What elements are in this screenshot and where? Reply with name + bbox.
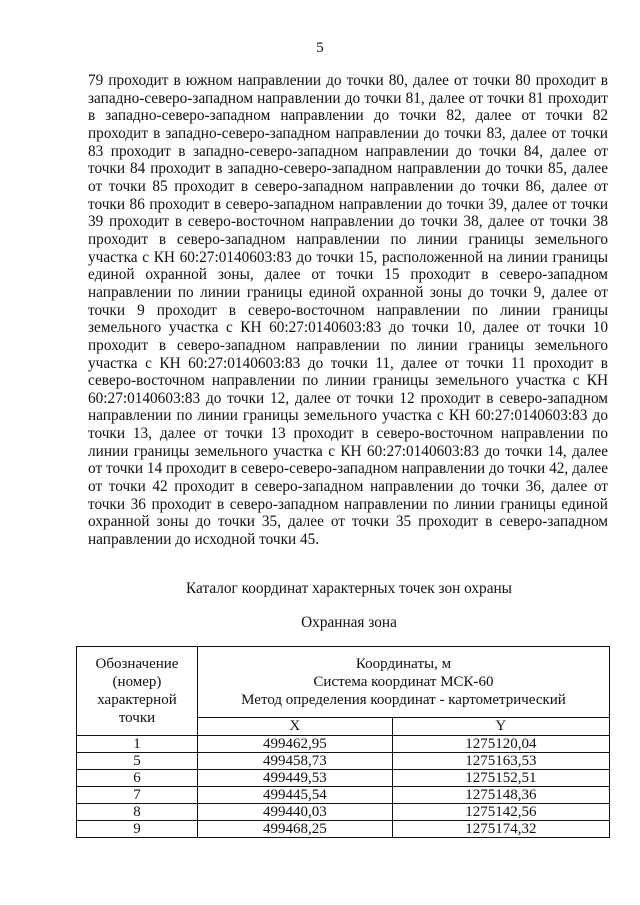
- coordinates-header: [198, 647, 610, 718]
- x-coordinate-cell: 499440,03: [198, 804, 393, 821]
- coordinates-header-line: Система координат МСК-60: [313, 674, 494, 690]
- y-coordinate-cell: 1275120,04: [392, 736, 609, 753]
- point-header-line: точки: [118, 710, 156, 726]
- point-header-line: характерной: [97, 692, 177, 708]
- point-number-cell: 8: [77, 804, 198, 821]
- y-coordinate-cell: 1275152,51: [392, 770, 609, 787]
- y-coordinate-cell: 1275148,36: [392, 787, 609, 804]
- catalog-title: Каталог координат характерных точек зон охраны: [186, 580, 512, 597]
- table-row: [77, 787, 610, 804]
- table-row: [77, 804, 610, 821]
- x-coordinate-cell: 499468,25: [198, 821, 393, 838]
- coordinates-header-line: Метод определения координат - картометрический: [241, 692, 566, 708]
- coordinates-table: [76, 646, 610, 838]
- point-header-line: Обозначение: [95, 656, 179, 672]
- y-coordinate-cell: 1275174,32: [392, 821, 609, 838]
- point-designation-header: [77, 647, 198, 736]
- y-coordinate-cell: 1275163,53: [392, 753, 609, 770]
- y-coordinate-cell: 1275142,56: [392, 804, 609, 821]
- x-coordinate-cell: 499449,53: [198, 770, 393, 787]
- x-coordinate-cell: 499458,73: [198, 753, 393, 770]
- y-column-header: Y: [392, 718, 609, 736]
- x-coordinate-cell: 499445,54: [198, 787, 393, 804]
- table-row: [77, 736, 610, 753]
- point-number-cell: 7: [77, 787, 198, 804]
- x-coordinate-cell: 499462,95: [198, 736, 393, 753]
- x-column-header: X: [198, 718, 393, 736]
- coordinates-header-line: Координаты, м: [355, 656, 452, 672]
- point-number-cell: 6: [77, 770, 198, 787]
- point-number-cell: 1: [77, 736, 198, 753]
- table-header-row: [77, 647, 610, 718]
- point-number-cell: 5: [77, 753, 198, 770]
- table-row: [77, 753, 610, 770]
- point-header-line: (номер): [112, 674, 162, 690]
- point-number-cell: 9: [77, 821, 198, 838]
- table-row: [77, 821, 610, 838]
- zone-title: Охранная зона: [301, 614, 397, 631]
- table-row: [77, 770, 610, 787]
- boundary-description-paragraph: 79 проходит в южном направлении до точки 80, далее от точки 80 проходит в западно-северо-западном направлении до точки 81, далее от точки 81 проходит в западно-северо-западном направлении до точки 82, далее от точки 82 проходит в западно-северо-западном направлении до точки 83, далее от точки 83 проходит в западно-северо-западном направлении до точки 84, далее от точки 84 проходит в западно-северо-западном направлении до точки 85, далее от точки 85 проходит в северо-западном направлении до точки 86, далее от точки 86 проходит в северо-западном направлении до точки 39, далее от точки 39 проходит в северо-восточном направлении до точки 38, далее от точки 38 проходит в северо-западном направлении по линии границы земельного участка с КН 60:27:0140603:83 до точки 15, расположенной на линии границы единой охранной зоны, далее от точки 15 проходит в северо-западном направлении по линии границы единой охранной зоны до точки 9, далее от точки 9 проходит в северо-восточном направлении по линии границы земельного участка с КН 60:27:0140603:83 до точки 10, далее от точки 10 проходит в северо-западном направлении по линии границы земельного участка с КН 60:27:0140603:83 до точки 11, далее от точки 11 проходит в северо-восточном направлении по линии границы земельного участка с КН 60:27:0140603:83 до точки 12, далее от точки 12 проходит в северо-западном направлении по линии границы земельного участка с КН 60:27:0140603:83 до точки 13, далее от точки 13 проходит в северо-восточном направлении по линии границы земельного участка с КН 60:27:0140603:83 до точки 14, далее от точки 14 проходит в северо-северо-западном направлении до точки 42, далее от точки 42 проходит в северо-западном направлении до точки 36, далее от точки 36 проходит в северо-западном направлении по линии границы единой охранной зоны до точки 35, далее от точки 35 проходит в северо-западном направлении до исходной точки 45.: [88, 72, 608, 549]
- page-number: 5: [316, 40, 324, 56]
